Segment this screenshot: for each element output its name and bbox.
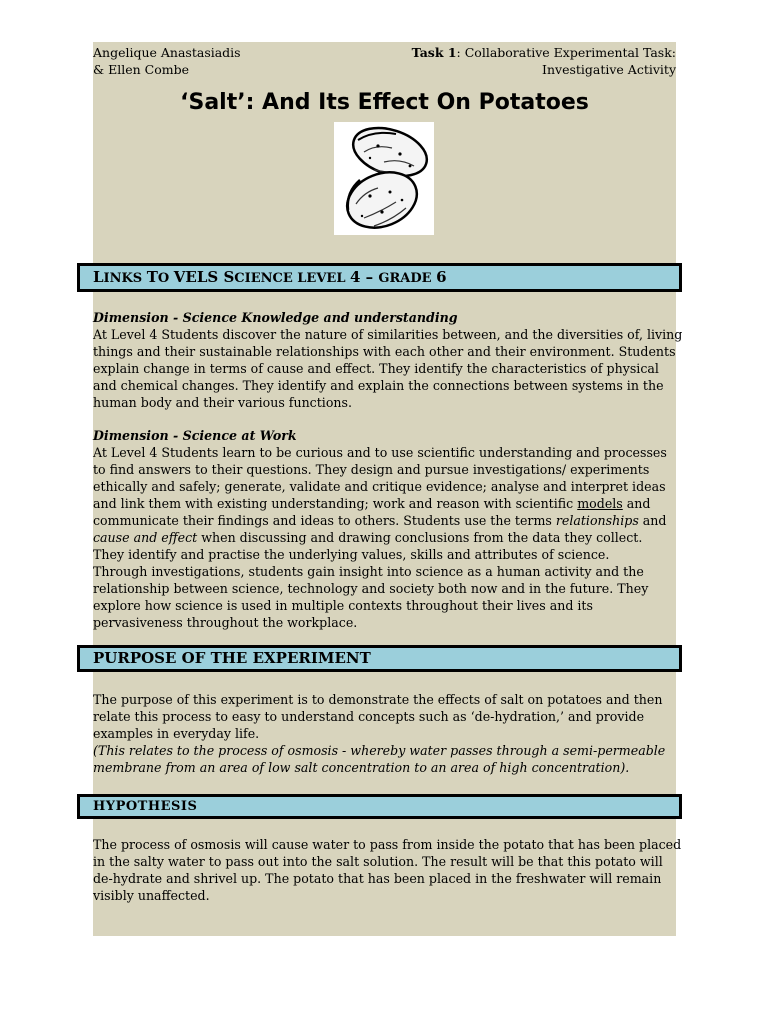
dimension-knowledge-body: At Level 4 Students discover the nature of similarities between, and the diversities of, living things and their sustainable relationships with each other and their environment. Students explain change in terms of cause and effect. They identify the characteristics of physical and chemical changes. They identify and explain the connections between systems in the human body and their various functions. (93, 327, 683, 410)
task-label: Task 1 (411, 45, 457, 60)
task-info (412, 44, 676, 78)
potato-illustration (334, 122, 434, 235)
dimension-work-para-3: Through investigations, students gain insight into science as a human activity and the relationship between science, technology and society both now and in the future. They explore how science is used in multiple contexts throughout their lives and its pervasiveness throughout the workplace. (93, 564, 649, 630)
heading-part: T (146, 268, 158, 286)
dimension-knowledge (93, 309, 683, 411)
heading-part: GRADE (378, 271, 437, 286)
author-line-1: Angelique Anastasiadis (93, 45, 241, 60)
task-line-1 (412, 44, 676, 61)
section-heading-hypothesis (77, 794, 682, 819)
heading-part: L (93, 268, 104, 286)
heading-part: CIENCE LEVEL (234, 271, 350, 286)
heading-part: INKS (103, 271, 147, 286)
text-run: At Level 4 Students learn to be curious and to use scientific understanding and processes to find answers to their questions. They design and pursue investigations/ experiments ethically and safely; generate, validate and critique evidence; analyse and interpret ideas and link them with existing understanding; work and reason with scientific (93, 445, 667, 511)
purpose-heading-text: PURPOSE OF THE EXPERIMENT (93, 649, 371, 667)
dimension-work-para-2: They identify and practise the underlying values, skills and attributes of science. (93, 547, 610, 562)
hypothesis-heading-text: HYPOTHESIS (93, 799, 198, 814)
purpose-body: The purpose of this experiment is to demonstrate the effects of salt on potatoes and then relate this process to easy to understand concepts such as ‘de-hydration,’ and provide examples in everyday life. (93, 692, 663, 741)
text-run-italic: relationships (555, 513, 639, 528)
purpose-note: (This relates to the process of osmosis - whereby water passes through a semi-permeable membrane from an area of low salt concentration to an area of high concentration). (93, 743, 666, 775)
document-page (93, 42, 683, 936)
dimension-knowledge-heading: Dimension - Science Knowledge and understanding (93, 310, 458, 325)
author-line-2: & Ellen Combe (93, 62, 189, 77)
heading-part: O (157, 271, 174, 286)
authors (93, 44, 241, 78)
text-run: when discussing and drawing conclusions from the data they collect. (197, 530, 643, 545)
heading-part: 4 – (350, 268, 379, 286)
purpose-section (93, 691, 683, 776)
heading-part: VELS S (173, 268, 235, 286)
dimension-work (93, 427, 683, 631)
models-link[interactable]: models (577, 496, 623, 511)
hypothesis-body: The process of osmosis will cause water to pass from inside the potato that has been placed in the salty water to pass out into the salt solution. The result will be that this potato will de-hydrate and shrivel up. The potato that has been placed in the freshwater will remain visibly unaffected. (93, 837, 682, 903)
task-line-2: Investigative Activity (542, 62, 676, 77)
task-line-1-rest: : Collaborative Experimental Task: (456, 45, 676, 60)
text-run: and communicate their findings and ideas to others. Students use the terms (93, 496, 651, 528)
text-run-italic: cause and effect (93, 530, 198, 545)
section-heading-purpose (77, 645, 682, 672)
text-run: and (638, 513, 667, 528)
dimension-work-heading: Dimension - Science at Work (93, 428, 297, 443)
potato-icon (334, 122, 434, 235)
page-title: ‘Salt’: And Its Effect On Potatoes (180, 90, 589, 115)
dimension-work-body (93, 444, 683, 546)
heading-part: 6 (436, 268, 447, 286)
hypothesis-section (93, 836, 683, 904)
section-heading-links (77, 263, 682, 292)
